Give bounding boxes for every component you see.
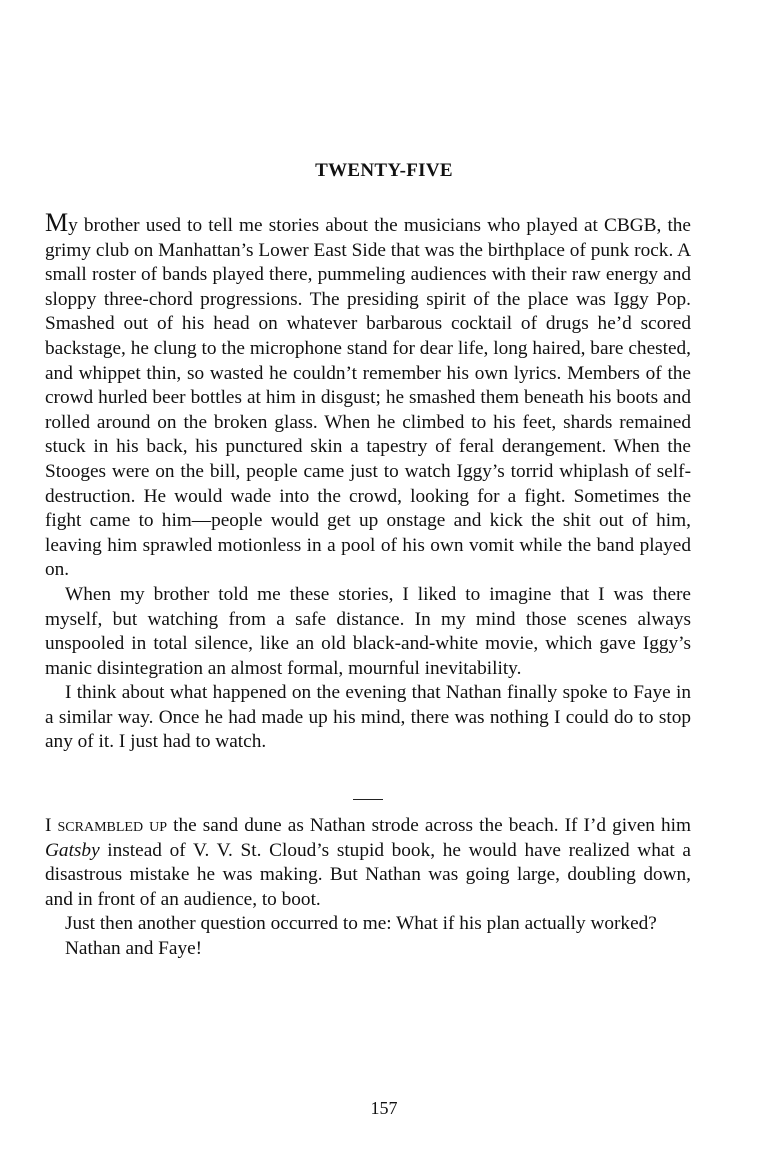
paragraph-4-lead: I xyxy=(45,815,58,836)
paragraph-1-text: y brother used to tell me stories about the musicians who played at CBGB, the grimy club on Manhattan’s Lower East Side that was the birthplace of punk rock. A small roster of bands played there, pummeling audiences with their raw energy and sloppy three-chord progressions. The presiding spirit of the place was Iggy Pop. Smashed out of his head on whatever barbarous cocktail of drugs he’d scored backstage, he clung to the microphone stand for dear life, long haired, bare chested, and whippet thin, so wasted he couldn’t remember his own lyrics. Members of the crowd hurled beer bottles at him in disgust; he smashed them beneath his boots and rolled around on the broken glass. When he climbed to his feet, shards remained stuck in his back, his punctured skin a tapestry of feral derangement. When the Stooges were on the bill, people came just to watch Iggy’s torrid whiplash of self-destruction. He would wade into the crowd, looking for a fight. Sometimes the fight came to him—people would get up onstage and kick the shit out of him, leaving him sprawled motionless in a pool of his own vomit while the band played on. xyxy=(45,215,691,581)
paragraph-4 xyxy=(45,814,691,912)
scene-break-rule xyxy=(353,799,383,800)
paragraph-4-text-a: the sand dune as Nathan strode across the beach. If I’d given him xyxy=(167,815,691,836)
paragraph-1 xyxy=(45,208,691,583)
paragraph-6: Nathan and Faye! xyxy=(65,937,203,959)
section-two xyxy=(45,814,691,962)
drop-cap: M xyxy=(45,208,69,237)
chapter-title: TWENTY-FIVE xyxy=(315,160,453,181)
section-one xyxy=(45,208,691,755)
small-caps-lead: scrambled up xyxy=(57,815,168,836)
paragraph-4-text-b: instead of V. V. St. Cloud’s stupid book, he would have realized what a disastrous mistake he was making. But Nathan was going large, doubling down, and in front of an audience, to boot. xyxy=(45,839,691,910)
book-title-gatsby: Gatsby xyxy=(45,839,100,861)
page-number: 157 xyxy=(370,1098,398,1118)
paragraph-3: I think about what happened on the evening that Nathan finally spoke to Faye in a similar way. Once he had made up his mind, there was nothing I could do to stop any of it. I just had to watch. xyxy=(45,682,691,753)
paragraph-5: Just then another question occurred to me: What if his plan actually worked? xyxy=(65,913,657,935)
paragraph-2: When my brother told me these stories, I liked to imagine that I was there myself, but watching from a safe distance. In my mind those scenes always unspooled in total silence, like an old black-and-white movie, which gave Iggy’s manic disintegration an almost formal, mournful inevitability. xyxy=(45,583,691,679)
